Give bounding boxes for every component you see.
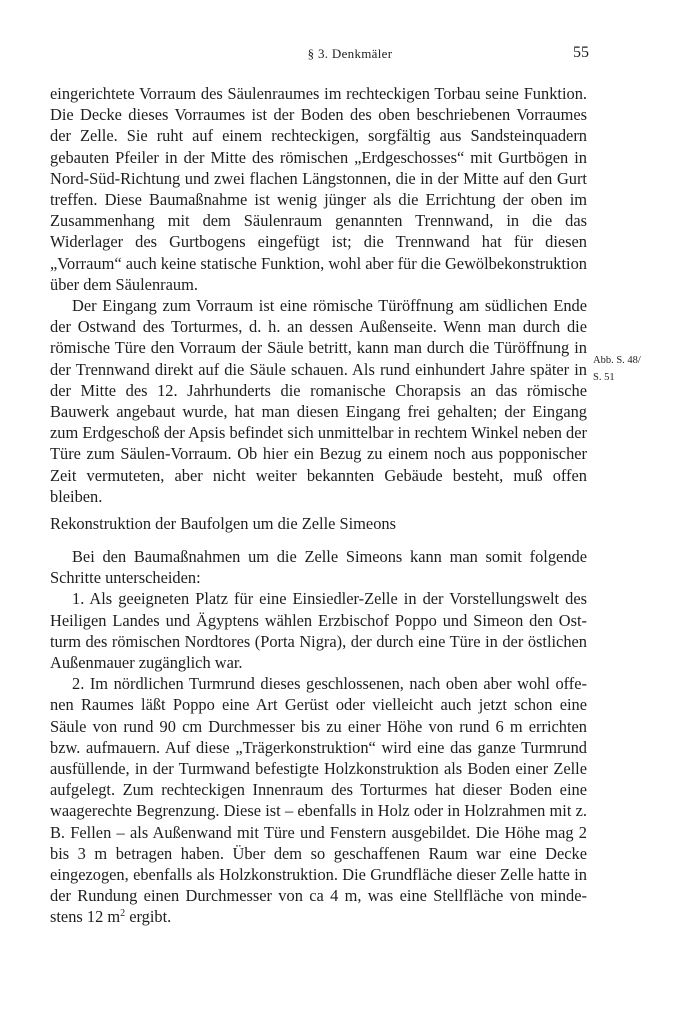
paragraph-intro: Bei den Baumaßnahmen um die Zelle Simeons kann man somit folgende Schritte unterscheiden: [50, 547, 587, 588]
paragraph-step-1: 1. Als geeigneten Platz für eine Einsiedler-Zelle in der Vorstellungswelt des Heiligen Landes und Ägyptens wählen Erzbischof Poppo und Simeon den Ostturm des römischen Nordtores (Porta Nigra), der durch eine Türe in der östlichen Außenmauer zugänglich war. [50, 589, 587, 673]
section-title: § 3. Denkmäler [307, 46, 393, 61]
superscript-two: 2 [120, 908, 126, 920]
margin-note-line-1: Abb. S. 48/ [593, 355, 641, 366]
running-header [0, 46, 700, 66]
margin-note [593, 352, 653, 386]
body-text-bottom [50, 546, 587, 928]
section-heading: Rekonstruktion der Baufolgen um die Zelle Simeons [50, 514, 396, 533]
step-2-ending: ergibt. [125, 907, 172, 927]
step-2-text: 2. Im nördlichen Turmrund dieses geschlossenen, nach oben aber wohl offenen Raumes läßt Poppo eine Art Gerüst oder vielleicht auch jetzt schon eine Säule von rund 90 cm Durchmesser bis zu einer Höhe von rund 6 m errichten bzw. aufmauern. Auf diese „Trägerkonstruktion“ wird eine das ganze Turmrund ausfüllende, in der Turmwand befestigte Holzkonstruktion als Boden einer Zelle aufgelegt. Zum rechteckigen Innenraum des Torturmes hat dieser Boden eine waagerechte Begrenzung. Diese ist – ebenfalls in Holz oder in Holzrahmen mit z. B. Fellen – als Außenwand mit Türe und Fenstern ausgebildet. Die Höhe mag 2 bis 3 m betragen haben. Über dem so geschaffenen Raum war eine Decke eingezogen, ebenfalls als Holzkonstruktion. Die Grundfläche dieser Zelle hatte in der Rundung einen Durchmesser von ca 4 m, was eine Stellfläche von mindestens 12 m [50, 674, 587, 927]
margin-note-line-2: S. 51 [593, 372, 615, 383]
page-number: 55 [573, 44, 589, 61]
body-text-top [50, 83, 587, 507]
paragraph-entrance: Der Eingang zum Vorraum ist eine römische Türöffnung am südlichen Ende der Ostwand des Torturmes, d. h. an dessen Außenseite. Wenn man durch die römische Türe den Vorraum der Säule betritt, kann man durch die Türöffnung in der Trennwand direkt auf die Säule schauen. Als rund einhundert Jahre später in der Mitte des 12. Jahrhunderts die romanische Chorapsis an das römische Bauwerk angebaut wurde, hat man diesen Eingang frei gehalten; der Eingang zum Erdgeschoß der Apsis befindet sich unmittelbar in rechtem Winkel neben der Türe zum Säulen-Vorraum. Ob hier ein Bezug zu einem noch aus popponischer Zeit vermuteten, aber nicht weiter bekannten Gebäude besteht, muß offen bleiben. [50, 296, 587, 506]
paragraph-step-2 [50, 673, 587, 927]
paragraph-continuation: eingerichtete Vorraum des Säulenraumes im rechteckigen Torbau seine Funktion. Die Decke dieses Vorraumes ist der Boden des oben beschriebenen Vorraumes der Zelle. Sie ruht auf einem rechteckigen, sorgfältig aus Sandsteinquadern gebauten Pfeiler in der Mitte des römischen „Erdgeschosses“ mit Gurtbögen in Nord-Süd-Richtung und zwei flachen Längstonnen, die in der Mitte auf den Gurt treffen. Diese Baumaßnahme ist wenig jünger als die Errichtung der oben im Zusammenhang mit dem Säulenraum genannten Trennwand, in die das Widerlager des Gurtbogens eingefügt ist; die Trennwand hat für diesen „Vorraum“ auch keine statische Funktion, wohl aber für die Gewölbekonstruktion über dem Säulenraum. [50, 84, 587, 294]
